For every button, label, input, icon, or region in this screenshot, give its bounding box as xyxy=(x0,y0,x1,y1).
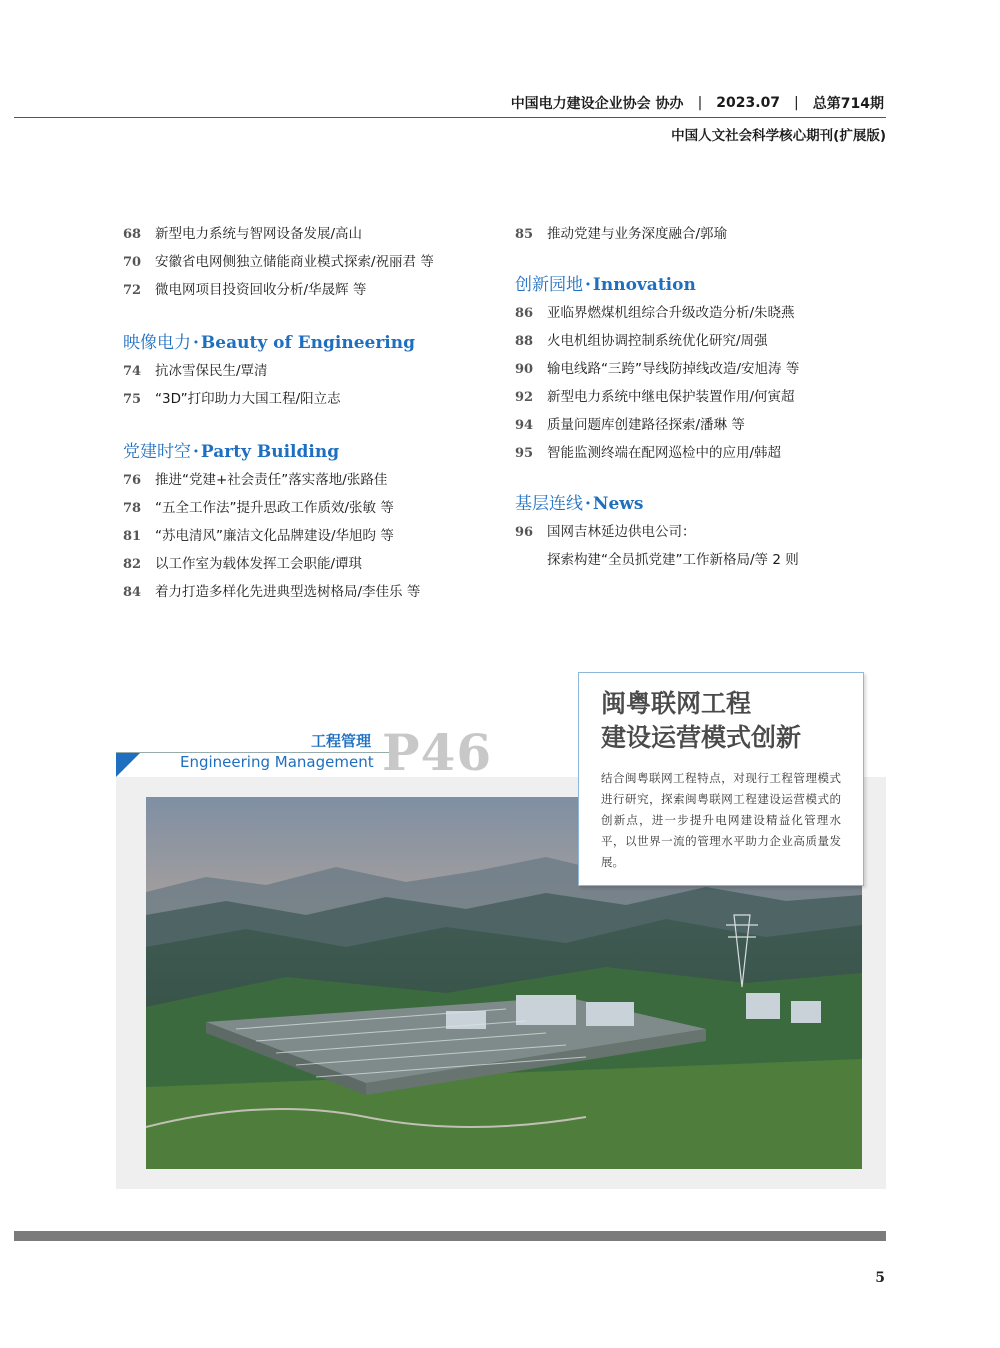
toc-left-column xyxy=(123,222,503,608)
masthead-info xyxy=(511,93,884,113)
toc-item[interactable]: 81 “苏电清风”廉洁文化品牌建设/华旭昀 等 xyxy=(123,528,394,544)
header-rule xyxy=(14,117,886,118)
toc-item[interactable]: 85 推动党建与业务深度融合/郭瑜 xyxy=(515,226,728,242)
index-note: 中国人文社会科学核心期刊(扩展版) xyxy=(671,128,886,144)
issue-date: 2023.07 xyxy=(716,95,781,111)
toc-item[interactable]: 82 以工作室为载体发挥工会职能/谭琪 xyxy=(123,556,363,572)
toc-item[interactable]: 70 安徽省电网侧独立储能商业模式探索/祝丽君 等 xyxy=(123,254,434,270)
toc-item[interactable]: 78 “五全工作法”提升思政工作质效/张敏 等 xyxy=(123,500,394,516)
toc-item[interactable]: 75 “3D”打印助力大国工程/阳立志 xyxy=(123,391,341,407)
toc-item-continuation[interactable]: 探索构建“全员抓党建”工作新格局/等 2 则 xyxy=(547,552,799,568)
section-heading-beauty: 映像电力 · Beauty of Engineering xyxy=(123,333,416,353)
toc-right-column xyxy=(515,222,895,576)
blue-corner-marker xyxy=(116,753,140,777)
toc-item[interactable]: 72 微电网项目投资回收分析/华晟辉 等 xyxy=(123,282,367,298)
feature-callout[interactable] xyxy=(578,672,864,886)
cosponsor: 中国电力建设企业协会 协办 xyxy=(510,96,684,112)
toc-item[interactable]: 94 质量问题库创建路径探索/潘琳 等 xyxy=(515,417,745,433)
issue-number: 总第714期 xyxy=(812,96,884,112)
toc-item[interactable]: 96 国网吉林延边供电公司： xyxy=(515,524,696,540)
callout-title: 闽粤联网工程 建设运营模式创新 xyxy=(601,689,802,752)
page-number: 5 xyxy=(875,1270,885,1286)
separator: | xyxy=(794,95,799,111)
section-heading-innovation: 创新园地 · Innovation xyxy=(515,275,696,295)
separator: | xyxy=(697,95,703,111)
toc-item[interactable]: 86 亚临界燃煤机组综合升级改造分析/朱晓燕 xyxy=(515,305,795,321)
footer-bar xyxy=(14,1231,886,1241)
section-heading-news: 基层连线 · News xyxy=(515,494,644,514)
toc-item[interactable]: 88 火电机组协调控制系统优化研究/周强 xyxy=(515,333,768,349)
feature-page-ref[interactable]: P46 xyxy=(382,723,493,782)
toc-item[interactable]: 84 着力打造多样化先进典型选树格局/李佳乐 等 xyxy=(123,584,421,600)
section-heading-party: 党建时空 · Party Building xyxy=(123,442,340,462)
toc-item[interactable]: 68 新型电力系统与智网设备发展/高山 xyxy=(123,226,363,242)
feature-column-en: Engineering Management xyxy=(180,753,374,771)
callout-summary: 结合闽粤联网工程特点，对现行工程管理模式进行研究，探索闽粤联网工程建设运营模式的创新点，进一步提升电网建设精益化管理水平，以世界一流的管理水平助力企业高质量发展。 xyxy=(601,771,841,869)
toc-item[interactable]: 76 推进“党建+社会责任”落实落地/张路佳 xyxy=(123,472,388,488)
feature-column-cn: 工程管理 xyxy=(311,732,372,750)
toc-item[interactable]: 74 抗冰雪保民生/覃清 xyxy=(123,363,268,379)
toc-item[interactable]: 90 输电线路“三跨”导线防掉线改造/安旭涛 等 xyxy=(515,361,800,377)
toc-item[interactable]: 92 新型电力系统中继电保护装置作用/何寅超 xyxy=(515,389,795,405)
toc-item[interactable]: 95 智能监测终端在配网巡检中的应用/韩超 xyxy=(515,445,782,461)
